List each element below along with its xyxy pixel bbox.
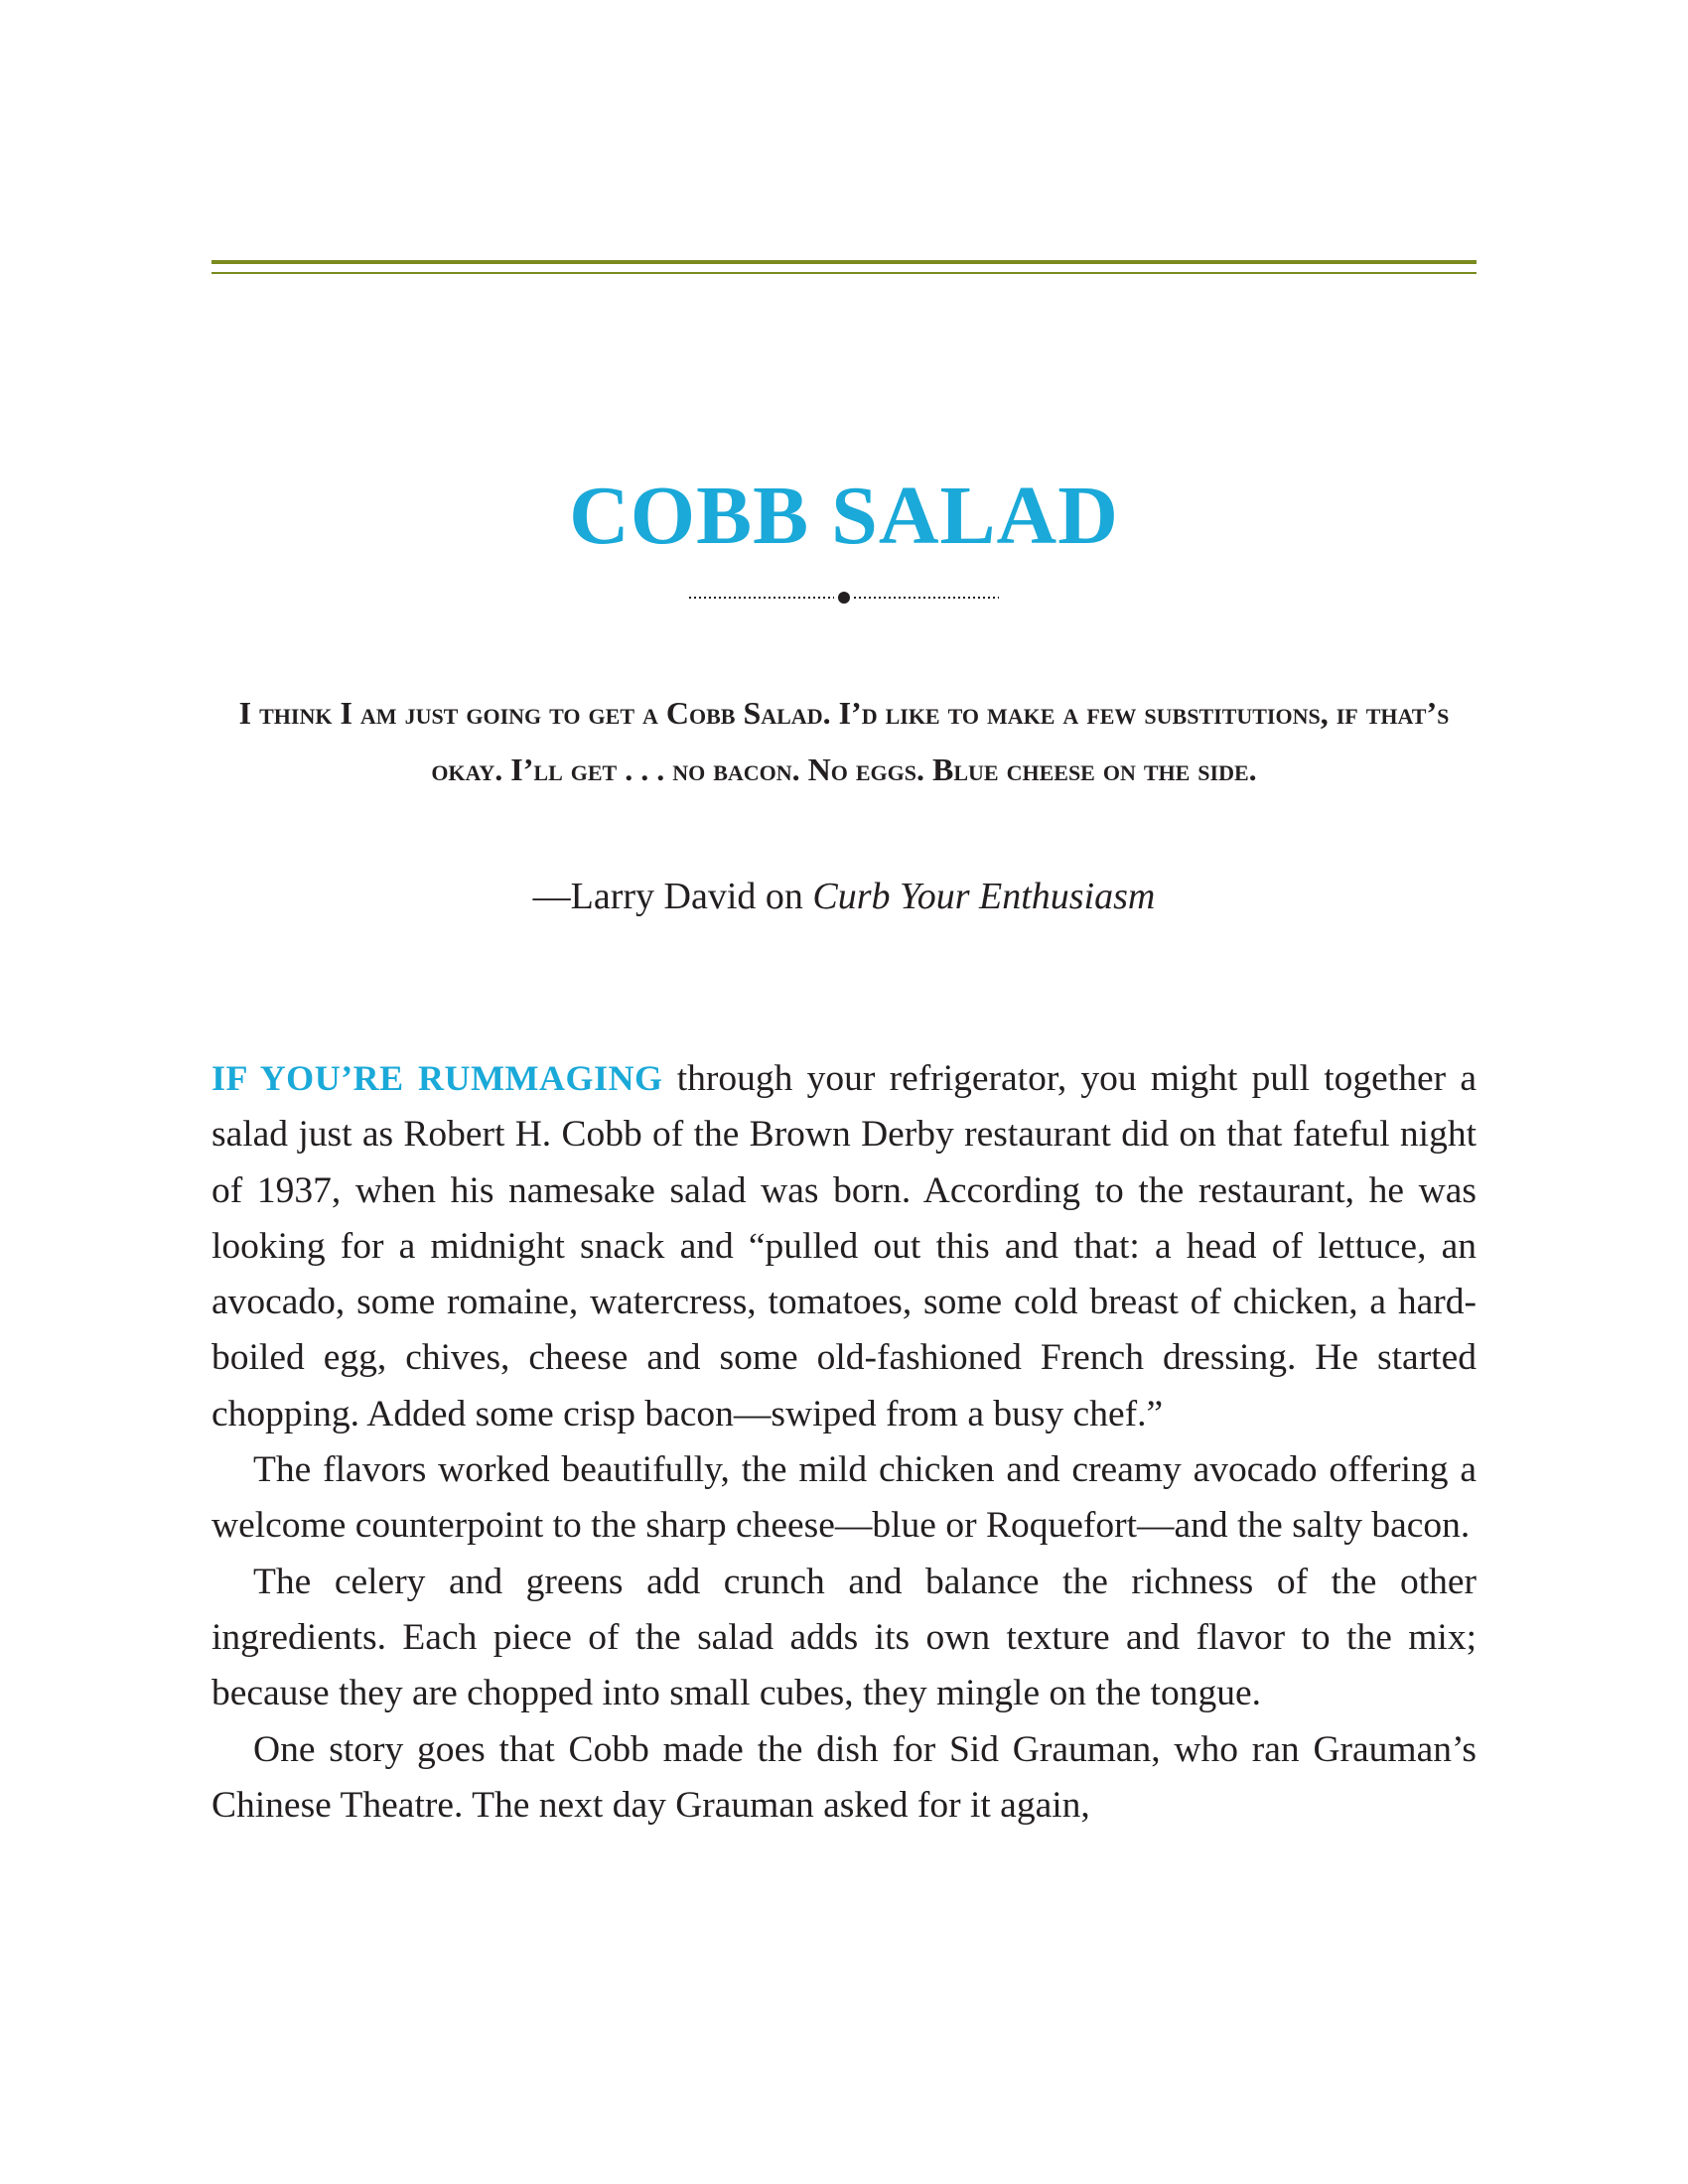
body-text	[211, 1050, 1477, 1834]
header-rule-thick	[211, 260, 1477, 264]
epigraph-attribution	[0, 867, 1688, 926]
attribution-prefix: —Larry David on	[532, 876, 813, 917]
paragraph-1	[211, 1050, 1477, 1442]
dotted-divider-ornament	[685, 588, 1003, 608]
epigraph-quote: I think I am just going to get a Cobb Salad. I’d like to make a few substitutions, if that’s okay. I’ll get . . . no bacon. No eggs. Blue cheese on the side.	[238, 695, 1450, 787]
paragraph-1-text: through your refrigerator, you might pull together a salad just as Robert H. Cobb of the Brown Derby restaurant did on that fateful night of 1937, when his namesake salad was born. According to the restaurant, he was looking for a midnight snack and “pulled out this and that: a head of lettuce, an avocado, some romaine, watercress, tomatoes, some cold breast of chicken, a hard-boiled egg, chives, cheese and some old-fashioned French dressing. He started chopping. Added some crisp bacon—swiped from a busy chef.”	[211, 1058, 1477, 1434]
header-rule-thin	[211, 272, 1477, 274]
page-title: COBB SALAD	[569, 470, 1119, 562]
paragraph-2: The flavors worked beautifully, the mild chicken and creamy avocado offering a welcome counterpoint to the sharp cheese—blue or Roquefort—and the salty bacon.	[211, 1449, 1477, 1547]
lead-in: IF YOU’RE RUMMAGING	[211, 1058, 663, 1098]
paragraph-4: One story goes that Cobb made the dish for Sid Grauman, who ran Grauman’s Chinese Theatre. The next day Grauman asked for it again,	[211, 1728, 1477, 1826]
paragraph-3: The celery and greens add crunch and balance the richness of the other ingredients. Each piece of the salad adds its own texture and flavor to the mix; because they are chopped into small cubes, they mingle on the tongue.	[211, 1561, 1477, 1714]
attribution-show-title: Curb Your Enthusiasm	[812, 876, 1156, 917]
